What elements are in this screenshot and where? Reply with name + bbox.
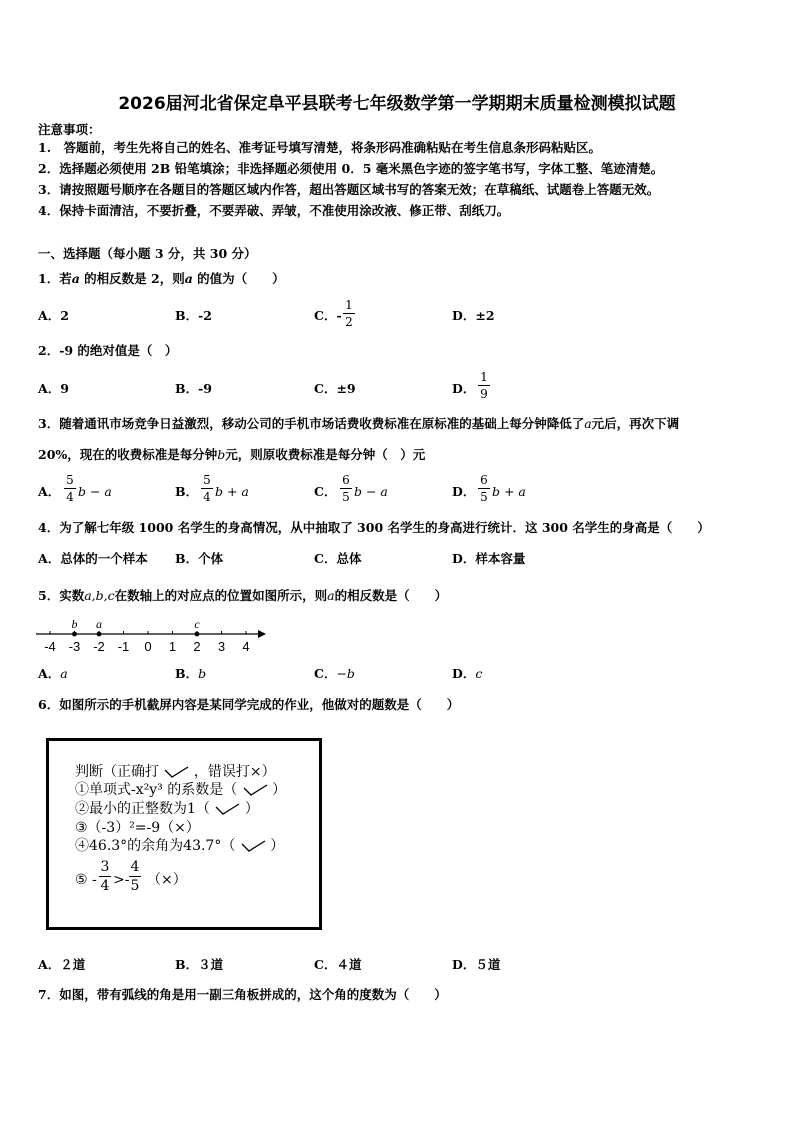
number-line-tick-label: 2 (193, 639, 201, 654)
number-line-tick-label: -2 (93, 639, 105, 654)
option-b: B．３道 (175, 957, 224, 972)
question-4-stem: 4．为了解七年级 1000 名学生的身高情况，从中抽取了 300 名学生的身高进行统计．这 300 名学生的身高是（ ） (38, 520, 710, 535)
option-a: A．2 (38, 308, 69, 323)
number-line-point-label: c (194, 617, 200, 631)
screen-line: >- (113, 872, 130, 888)
option-b: B．-9 (175, 381, 212, 396)
fraction: 1 2 (343, 298, 355, 329)
notice-item: 2．选择题必须使用 2B 铅笔填涂；非选择题必须使用 0．5 毫米黑色字迹的签字笔书写，字体工整、笔迹清楚。 (38, 161, 664, 176)
page-title: 2026届河北省保定阜平县联考七年级数学第一学期期末质量检测模拟试题 (118, 94, 676, 114)
question-6-stem: 6．如图所示的手机截屏内容是某同学完成的作业，他做对的题数是（ ） (38, 697, 460, 712)
screen-line: 判断（正确打 ，错误打×） (75, 764, 276, 780)
option-a-label: A． (38, 484, 61, 499)
option-a-label: A．a (38, 666, 68, 681)
option-d-expr: b + a (492, 484, 526, 499)
check-icon (242, 784, 268, 796)
option-d: D．样本容量 (452, 551, 526, 566)
notice-item: 1. 答题前，考生先将自己的姓名、准考证号填写清楚，将条形码准确粘贴在考生信息条形码粘贴区。 (38, 140, 602, 155)
option-d-label: D．c (452, 666, 483, 681)
number-line-tick-label: 0 (144, 639, 152, 654)
option-a-expr: b − a (78, 484, 112, 499)
option-b-expr: b + a (215, 484, 249, 499)
option-c: C．±9 (314, 381, 356, 396)
screen-line: ①单项式-x²y³ 的系数是（ ） (75, 782, 287, 798)
number-line-point (97, 632, 102, 637)
fraction: 5 4 (64, 473, 76, 504)
fraction: 6 5 (340, 473, 352, 504)
question-3-stem-line1: 3．随着通讯市场竞争日益激烈，移动公司的手机市场话费收费标准在原标准的基础上每分钟降低了a元后，再次下调 (38, 416, 680, 431)
option-d: D．±2 (452, 308, 495, 323)
option-d: D．５道 (452, 957, 501, 972)
number-line-point-label: b (71, 617, 78, 631)
option-c-label: C．−b (314, 666, 355, 681)
number-line-tick-label: 1 (168, 639, 177, 654)
notice-item: 3．请按照题号顺序在各题目的答题区域内作答，超出答题区域书写的答案无效；在草稿纸、试题卷上答题无效。 (38, 182, 660, 197)
screen-line: ⑤ - (75, 872, 97, 888)
screen-line: ②最小的正整数为1（ ） (75, 801, 259, 817)
fraction: 1 9 (478, 370, 490, 401)
check-icon (214, 803, 240, 815)
fraction: 5 4 (201, 473, 213, 504)
fraction: 3 4 (100, 859, 110, 894)
number-line-point-label: a (96, 617, 102, 631)
option-d-label: D． (452, 381, 476, 396)
check-icon (163, 766, 189, 778)
option-b: B．个体 (175, 551, 224, 566)
phone-screenshot (46, 738, 322, 930)
option-b-label: B． (175, 484, 199, 499)
question-2-stem: 2．-9 的绝对值是（ ） (38, 343, 178, 358)
option-b: B．-2 (175, 308, 212, 323)
option-c: C．总体 (314, 551, 362, 566)
number-line-tick-label: -4 (44, 639, 56, 654)
option-c-expr: b − a (354, 484, 388, 499)
notice-item: 4．保持卡面清洁，不要折叠，不要弄破、弄皱，不准使用涂改液、修正带、刮纸刀。 (38, 203, 510, 218)
option-b-label: B．b (175, 666, 207, 681)
section-heading: 一、选择题（每小题 3 分，共 30 分） (38, 246, 257, 261)
screen-line: ④46.3°的余角为43.7°（ ） (75, 838, 285, 854)
option-a: A．总体的一个样本 (38, 551, 148, 566)
number-line-tick-label: 3 (217, 639, 226, 654)
question-5-stem: 5．实数a,b,c在数轴上的对应点的位置如图所示，则a的相反数是（ ） (38, 588, 448, 603)
option-a: A．9 (38, 381, 69, 396)
screen-line: ③（-3）²=-9（×） (75, 820, 200, 836)
notice-heading: 注意事项： (38, 122, 101, 137)
question-3-stem-line2: 20%，现在的收费标准是每分钟b元，则原收费标准是每分钟（ ）元 (38, 447, 426, 462)
check-icon (240, 840, 266, 852)
number-line-tick-label: 4 (242, 639, 250, 654)
option-c-label: C．- (314, 308, 342, 323)
option-a: A．２道 (38, 957, 86, 972)
number-line-tick-label: -3 (68, 639, 81, 654)
option-c-label: C． (314, 484, 337, 499)
fraction: 4 5 (130, 859, 140, 894)
question-1-stem: 1．若a 的相反数是 2，则a 的值为（ ） (38, 271, 285, 286)
number-line-point (195, 632, 200, 637)
number-line-tick-label: -1 (117, 639, 130, 654)
option-d-label: D． (452, 484, 476, 499)
option-c: C．４道 (314, 957, 362, 972)
fraction: 6 5 (478, 473, 490, 504)
number-line-arrow-icon (258, 630, 266, 638)
question-7-stem: 7．如图，带有弧线的角是用一副三角板拼成的，这个角的度数为（ ） (38, 987, 447, 1002)
number-line (36, 616, 266, 658)
number-line-point (72, 632, 77, 637)
screen-line: （×） (147, 872, 187, 888)
